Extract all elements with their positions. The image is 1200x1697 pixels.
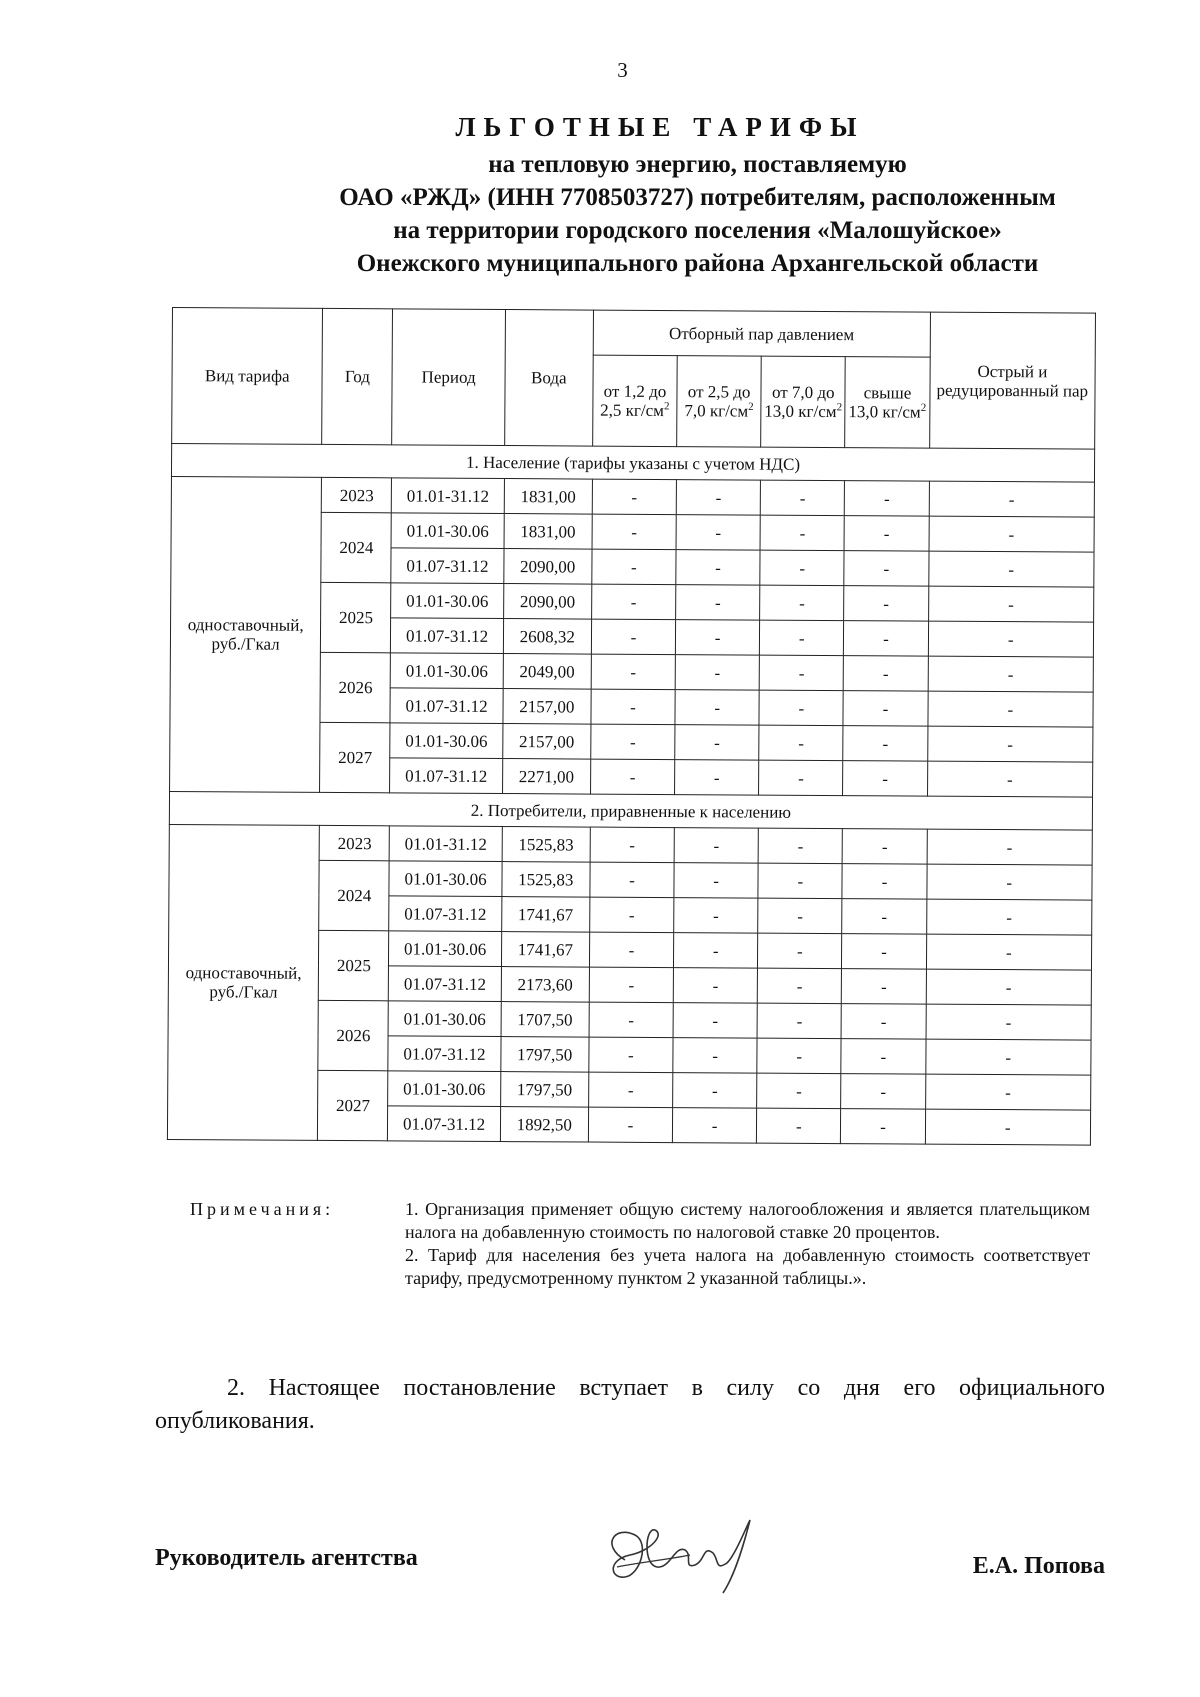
empty-tariff-cell: - — [588, 1072, 672, 1108]
empty-tariff-cell: - — [929, 516, 1095, 552]
empty-tariff-cell: - — [926, 1004, 1092, 1040]
empty-tariff-cell: - — [674, 828, 758, 864]
empty-tariff-cell: - — [759, 690, 843, 726]
empty-tariff-cell: - — [591, 689, 675, 725]
signatory-name: Е.А. Попова — [972, 1553, 1105, 1579]
tariff-type-cell: одноставочный, руб./Гкал — [167, 824, 319, 1140]
empty-tariff-cell: - — [590, 827, 674, 863]
period-cell: 01.01-30.06 — [388, 1071, 500, 1107]
empty-tariff-cell: - — [760, 480, 844, 516]
water-tariff-cell: 1831,00 — [504, 514, 592, 550]
empty-tariff-cell: - — [590, 897, 674, 933]
header-year: Год — [322, 308, 393, 444]
empty-tariff-cell: - — [589, 932, 673, 968]
water-tariff-cell: 2049,00 — [503, 654, 591, 690]
title-line-4: Онежского муниципального района Архангельской области — [356, 250, 1039, 277]
empty-tariff-cell: - — [926, 864, 1092, 900]
empty-tariff-cell: - — [758, 933, 842, 969]
empty-tariff-cell: - — [591, 654, 675, 690]
empty-tariff-cell: - — [675, 760, 759, 796]
empty-tariff-cell: - — [841, 1109, 925, 1145]
empty-tariff-cell: - — [842, 864, 926, 900]
empty-tariff-cell: - — [928, 656, 1094, 692]
note-item-2: 2. Тариф для населения без учета налога на добавленную стоимость соответствует тарифу, предусмотренному пунктом 2 указанной таблицы.». — [405, 1245, 1090, 1288]
header-pressure-2: от 2,5 до 7,0 $кг/см^2$ — [677, 356, 762, 448]
period-cell: 01.07-31.12 — [390, 688, 502, 724]
empty-tariff-cell: - — [844, 516, 928, 552]
empty-tariff-cell: - — [843, 691, 927, 727]
empty-tariff-cell: - — [672, 1108, 756, 1144]
note-item-1: 1. Организация применяет общую систему налогообложения и является плательщиком налога на добавленную стоимость по налоговой ставке 20 процентов. — [405, 1199, 1090, 1242]
section-header-row — [171, 444, 1094, 483]
empty-tariff-cell: - — [925, 1109, 1091, 1145]
empty-tariff-cell: - — [927, 829, 1093, 865]
water-tariff-cell: 1707,50 — [501, 1002, 589, 1038]
empty-tariff-cell: - — [926, 969, 1092, 1005]
water-tariff-cell: 2090,00 — [504, 549, 592, 585]
empty-tariff-cell: - — [675, 620, 759, 656]
water-tariff-cell: 2157,00 — [503, 689, 591, 725]
period-cell: 01.07-31.12 — [389, 896, 501, 932]
year-cell: 2027 — [320, 722, 391, 792]
empty-tariff-cell: - — [841, 1039, 925, 1075]
empty-tariff-cell: - — [760, 515, 844, 551]
empty-tariff-cell: - — [758, 863, 842, 899]
empty-tariff-cell: - — [757, 1073, 841, 1109]
period-cell: 01.01-30.06 — [389, 861, 501, 897]
signatory-role: Руководитель агентства — [155, 1545, 418, 1571]
empty-tariff-cell: - — [592, 514, 676, 550]
year-cell: 2025 — [319, 930, 390, 1000]
title-line-1: на тепловую энергию, поставляемую — [488, 151, 907, 178]
empty-tariff-cell: - — [844, 621, 928, 657]
empty-tariff-cell: - — [841, 1074, 925, 1110]
year-cell: 2025 — [321, 582, 392, 652]
empty-tariff-cell: - — [842, 969, 926, 1005]
empty-tariff-cell: - — [757, 1003, 841, 1039]
empty-tariff-cell: - — [757, 968, 841, 1004]
title-line-2: ОАО «РЖД» (ИНН 7708503727) потребителям, расположенным — [339, 184, 1056, 211]
water-tariff-cell: 1525,83 — [502, 862, 590, 898]
water-tariff-cell: 1797,50 — [501, 1037, 589, 1073]
empty-tariff-cell: - — [673, 1073, 757, 1109]
empty-tariff-cell: - — [589, 967, 673, 1003]
empty-tariff-cell: - — [843, 761, 927, 797]
period-cell: 01.07-31.12 — [390, 758, 502, 794]
empty-tariff-cell: - — [757, 1038, 841, 1074]
empty-tariff-cell: - — [760, 620, 844, 656]
empty-tariff-cell: - — [675, 690, 759, 726]
empty-tariff-cell: - — [591, 584, 675, 620]
empty-tariff-cell: - — [673, 1003, 757, 1039]
empty-tariff-cell: - — [926, 934, 1092, 970]
header-water: Вода — [504, 310, 593, 447]
empty-tariff-cell: - — [844, 551, 928, 587]
period-cell: 01.01-30.06 — [389, 1001, 501, 1037]
empty-tariff-cell: - — [928, 551, 1094, 587]
title-main: ЛЬГОТНЫЕ ТАРИФЫ — [455, 112, 865, 142]
empty-tariff-cell: - — [841, 1004, 925, 1040]
period-cell: 01.01-30.06 — [391, 583, 503, 619]
empty-tariff-cell: - — [844, 586, 928, 622]
notes-block — [190, 1198, 1090, 1290]
water-tariff-cell: 2157,00 — [502, 724, 590, 760]
handwritten-signature — [595, 1505, 775, 1600]
empty-tariff-cell: - — [757, 1108, 841, 1144]
table-row — [171, 476, 1094, 517]
title-line-3: на территории городского поселения «Малошуйское» — [393, 217, 1002, 244]
empty-tariff-cell: - — [759, 725, 843, 761]
water-tariff-cell: 1741,67 — [501, 897, 589, 933]
empty-tariff-cell: - — [925, 1039, 1091, 1075]
empty-tariff-cell: - — [842, 899, 926, 935]
empty-tariff-cell: - — [844, 656, 928, 692]
empty-tariff-cell: - — [675, 655, 759, 691]
empty-tariff-cell: - — [676, 550, 760, 586]
water-tariff-cell: 1831,00 — [504, 479, 592, 515]
section-title: 1. Население (тарифы указаны с учетом НДС) — [171, 444, 1094, 483]
empty-tariff-cell: - — [845, 481, 929, 517]
empty-tariff-cell: - — [758, 898, 842, 934]
period-cell: 01.01-30.06 — [389, 931, 501, 967]
water-tariff-cell: 2608,32 — [503, 619, 591, 655]
header-period: Период — [392, 309, 505, 446]
header-tariff-type: Вид тарифа — [172, 308, 323, 445]
notes-label: Примечания: — [190, 1199, 335, 1219]
water-tariff-cell: 2090,00 — [503, 584, 591, 620]
period-cell: 01.07-31.12 — [391, 618, 503, 654]
period-cell: 01.07-31.12 — [391, 548, 503, 584]
signature-row — [155, 1505, 1105, 1595]
empty-tariff-cell: - — [843, 829, 927, 865]
header-pressure-3: от 7,0 до 13,0 $кг/см^2$ — [761, 356, 846, 448]
empty-tariff-cell: - — [928, 586, 1094, 622]
empty-tariff-cell: - — [760, 550, 844, 586]
empty-tariff-cell: - — [589, 1037, 673, 1073]
empty-tariff-cell: - — [676, 585, 760, 621]
year-cell: 2026 — [318, 1000, 389, 1070]
year-cell: 2024 — [319, 860, 390, 930]
empty-tariff-cell: - — [929, 481, 1095, 517]
empty-tariff-cell: - — [927, 726, 1093, 762]
empty-tariff-cell: - — [673, 968, 757, 1004]
empty-tariff-cell: - — [592, 549, 676, 585]
empty-tariff-cell: - — [591, 724, 675, 760]
header-pressure-1: от 1,2 до 2,5 $кг/см^2$ — [593, 355, 678, 447]
year-cell: 2023 — [319, 825, 389, 860]
empty-tariff-cell: - — [928, 691, 1094, 727]
tariff-type-cell: одноставочный, руб./Гкал — [170, 476, 322, 792]
notes-body — [405, 1198, 1090, 1290]
empty-tariff-cell: - — [674, 863, 758, 899]
period-cell: 01.01-30.06 — [391, 653, 503, 689]
empty-tariff-cell: - — [760, 585, 844, 621]
empty-tariff-cell: - — [759, 760, 843, 796]
empty-tariff-cell: - — [927, 761, 1093, 797]
year-cell: 2027 — [318, 1070, 389, 1140]
empty-tariff-cell: - — [589, 1002, 673, 1038]
water-tariff-cell: 1525,83 — [502, 827, 590, 863]
period-cell: 01.01-31.12 — [392, 478, 504, 514]
empty-tariff-cell: - — [673, 1038, 757, 1074]
empty-tariff-cell: - — [759, 655, 843, 691]
year-cell: 2023 — [322, 477, 392, 512]
period-cell: 01.07-31.12 — [389, 966, 501, 1002]
water-tariff-cell: 1741,67 — [501, 932, 589, 968]
empty-tariff-cell: - — [590, 862, 674, 898]
empty-tariff-cell: - — [675, 725, 759, 761]
empty-tariff-cell: - — [674, 898, 758, 934]
empty-tariff-cell: - — [842, 934, 926, 970]
header-pressure-4: свыше 13,0 $кг/см^2$ — [845, 357, 930, 449]
period-cell: 01.01-30.06 — [390, 723, 502, 759]
empty-tariff-cell: - — [591, 619, 675, 655]
water-tariff-cell: 1797,50 — [500, 1072, 588, 1108]
period-cell: 01.07-31.12 — [388, 1036, 500, 1072]
empty-tariff-cell: - — [843, 726, 927, 762]
section-title: 2. Потребители, приравненные к населению — [169, 791, 1092, 830]
year-cell: 2024 — [321, 512, 392, 582]
water-tariff-cell: 2173,60 — [501, 967, 589, 1003]
empty-tariff-cell: - — [676, 480, 760, 516]
header-sharp-steam: Острый и редуцированный пар — [929, 312, 1095, 449]
empty-tariff-cell: - — [758, 828, 842, 864]
header-steam-group: Отборный пар давлением — [593, 310, 930, 357]
section-header-row — [169, 791, 1092, 830]
empty-tariff-cell: - — [676, 515, 760, 551]
tariff-table-body — [167, 444, 1094, 1146]
page-number: 3 — [617, 58, 628, 82]
period-cell: 01.01-31.12 — [390, 826, 502, 862]
empty-tariff-cell: - — [588, 1107, 672, 1143]
table-row — [169, 824, 1092, 865]
empty-tariff-cell: - — [590, 759, 674, 795]
document-title — [0, 112, 1200, 280]
water-tariff-cell: 2271,00 — [502, 759, 590, 795]
empty-tariff-cell: - — [926, 899, 1092, 935]
empty-tariff-cell: - — [925, 1074, 1091, 1110]
year-cell: 2026 — [320, 652, 391, 722]
period-cell: 01.01-30.06 — [391, 513, 503, 549]
clause-paragraph: 2. Настоящее постановление вступает в силу со дня его официального опубликования. — [155, 1375, 1105, 1434]
tariff-table — [167, 307, 1096, 1146]
empty-tariff-cell: - — [928, 621, 1094, 657]
empty-tariff-cell: - — [674, 933, 758, 969]
empty-tariff-cell: - — [592, 479, 676, 515]
water-tariff-cell: 1892,50 — [500, 1107, 588, 1143]
period-cell: 01.07-31.12 — [388, 1106, 500, 1142]
